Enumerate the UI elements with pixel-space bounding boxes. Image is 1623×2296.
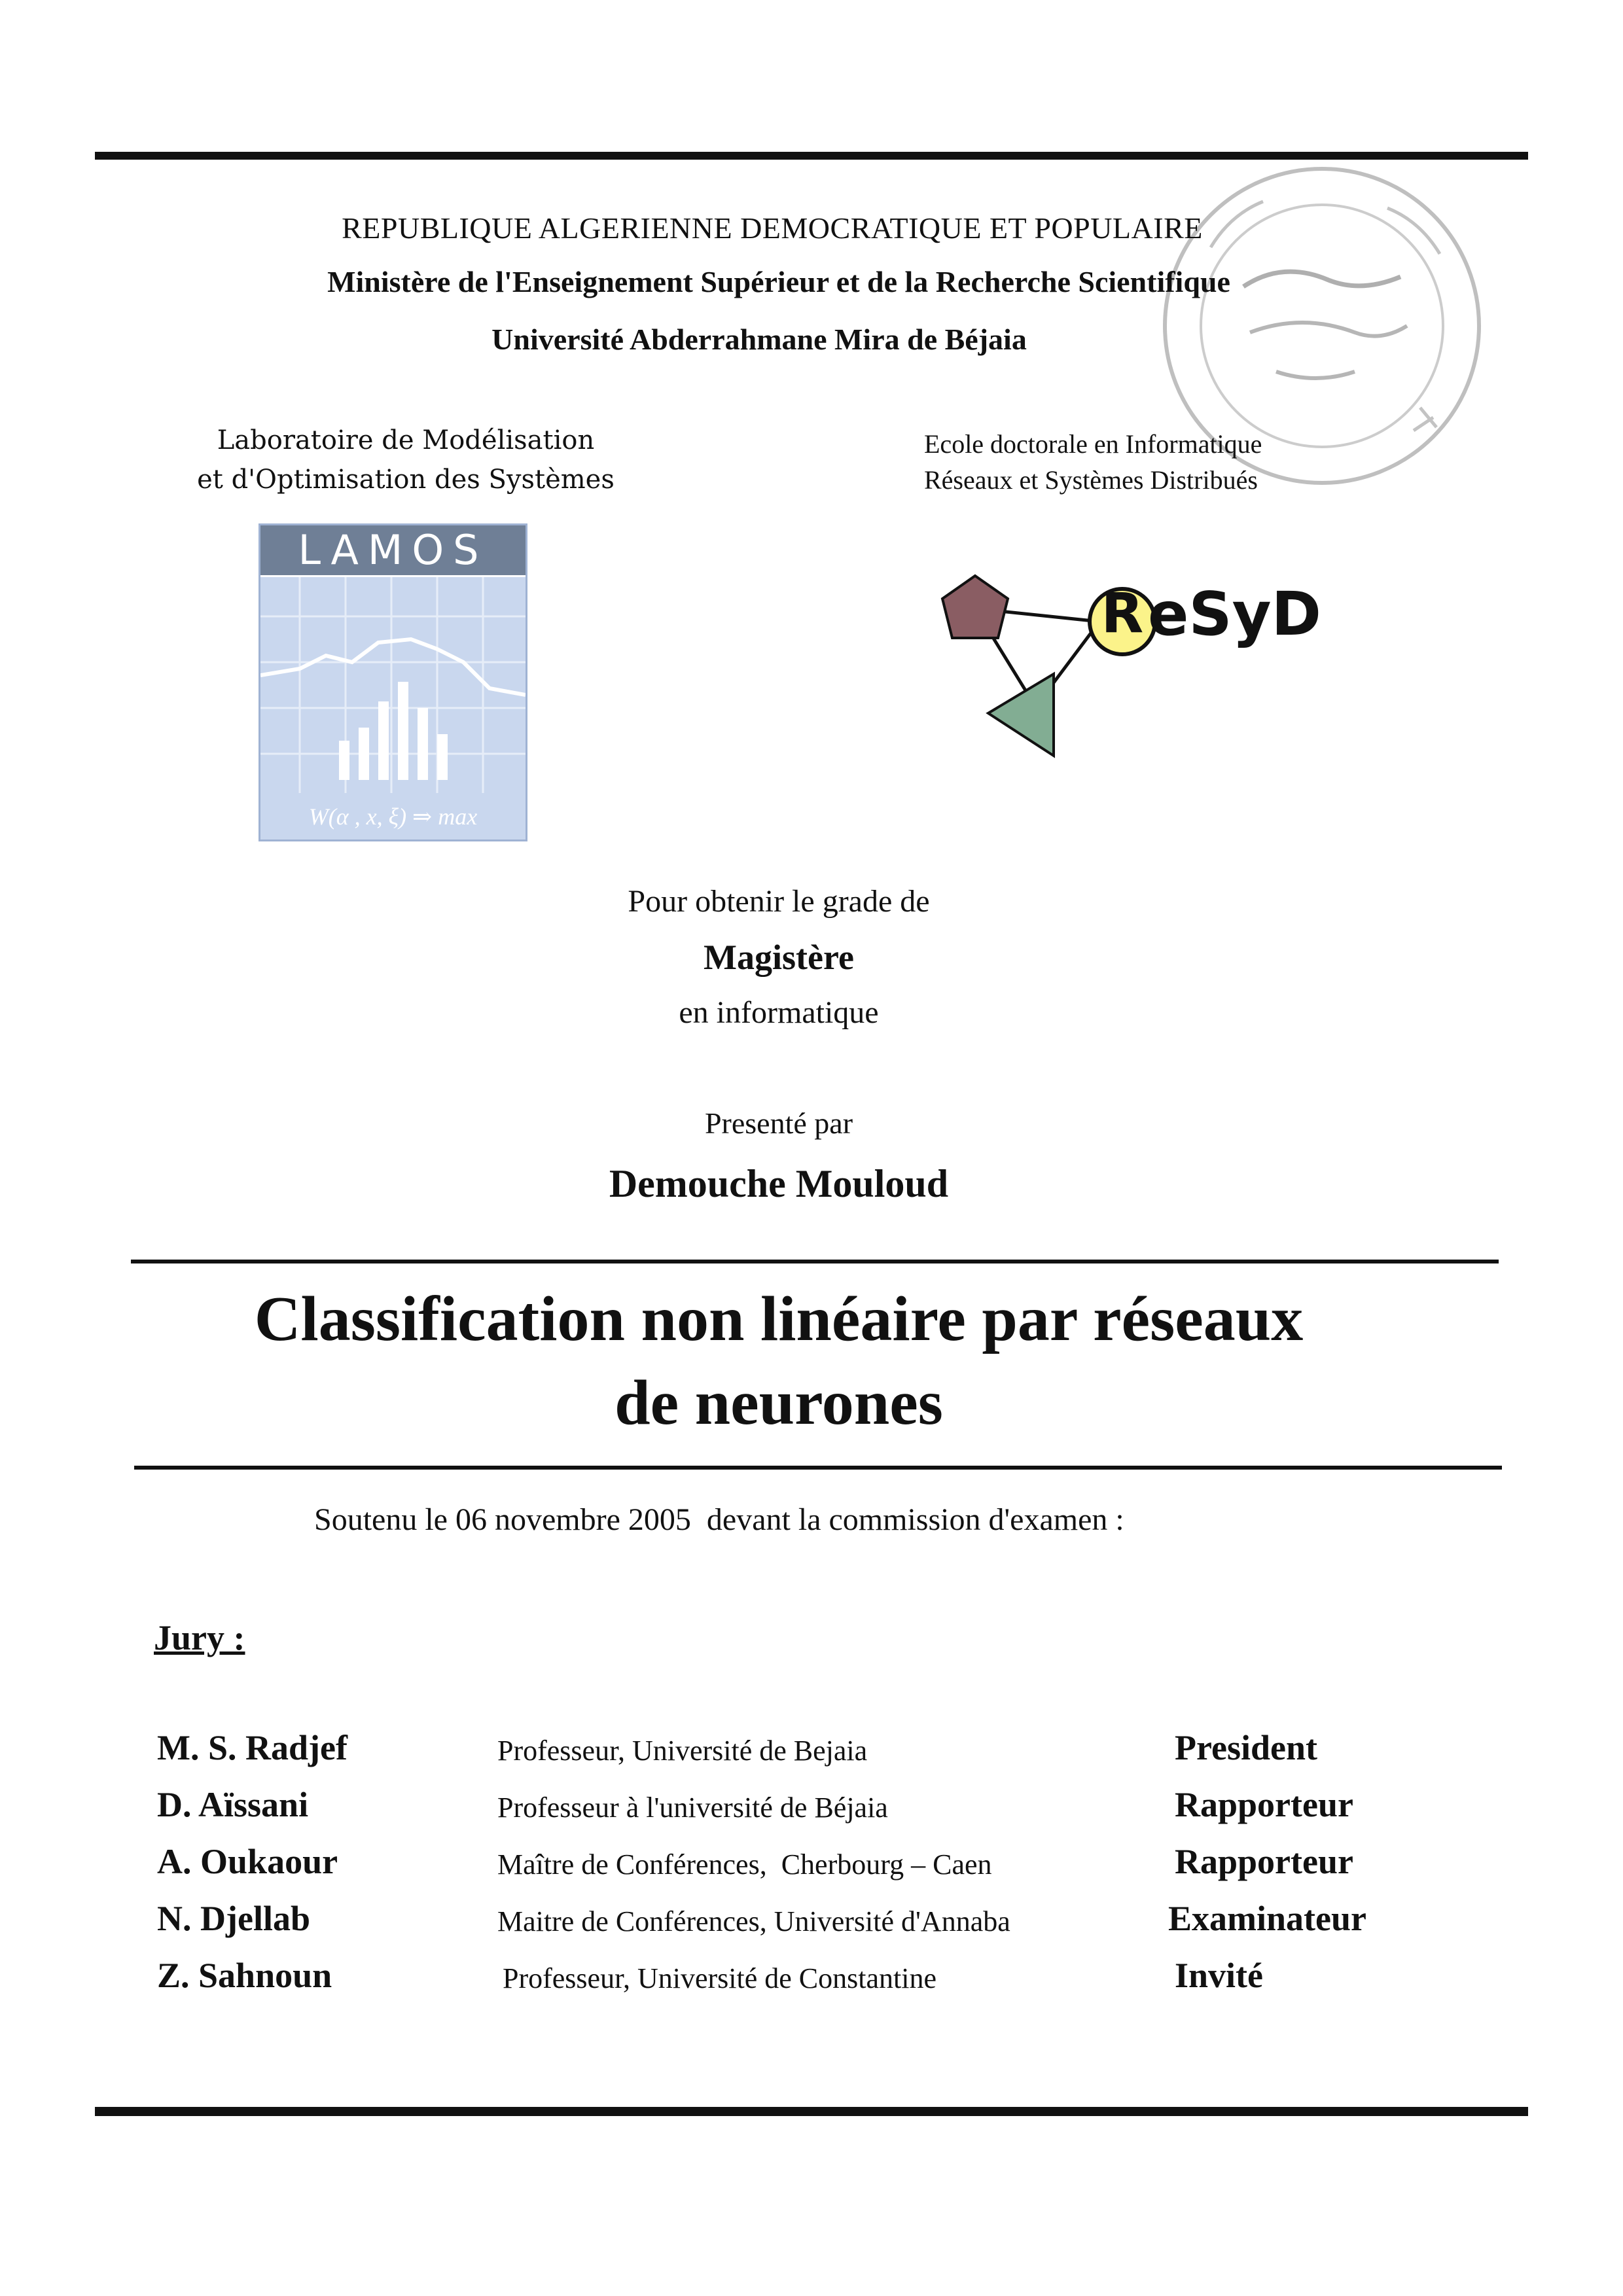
- lamos-logo-title: LAMOS: [260, 525, 526, 577]
- jury-member-affiliation: Professeur à l'université de Béjaia: [497, 1792, 888, 1824]
- jury-member-name: Z. Sahnoun: [157, 1956, 332, 1995]
- thesis-title-line1: Classification non linéaire par réseaux: [254, 1284, 1304, 1354]
- jury-member-affiliation: Professeur, Université de Bejaia: [497, 1735, 868, 1767]
- jury-member-role: Rapporteur: [1175, 1842, 1353, 1881]
- jury-member-affiliation: Maitre de Conférences, Université d'Annaba: [497, 1905, 1010, 1937]
- jury-member-name: M. S. Radjef: [157, 1728, 348, 1767]
- lamos-graph-icon: [260, 577, 526, 793]
- degree-field: en informatique: [679, 995, 879, 1030]
- author-name: Demouche Mouloud: [609, 1162, 949, 1205]
- lamos-logo-formula: W(α , x, ξ) ⇒ max: [308, 804, 478, 830]
- lamos-logo: [259, 523, 527, 841]
- jury-member-role: Invité: [1175, 1956, 1263, 1995]
- lab-name-line1: Laboratoire de Modélisation: [217, 425, 595, 455]
- lab-name-line2: et d'Optimisation des Systèmes: [197, 465, 615, 495]
- jury-heading: Jury :: [154, 1618, 245, 1657]
- title-bottom-rule: [134, 1466, 1502, 1470]
- thesis-title-line2: de neurones: [615, 1368, 943, 1438]
- doctoral-school-line1: Ecole doctorale en Informatique: [924, 429, 1262, 459]
- jury-member-name: N. Djellab: [157, 1899, 310, 1938]
- doctoral-school-line2: Réseaux et Systèmes Distribués: [924, 465, 1258, 495]
- header-republic: REPUBLIQUE ALGERIENNE DEMOCRATIQUE ET POPULAIRE: [342, 211, 1203, 245]
- bottom-rule: [95, 2107, 1528, 2116]
- jury-member-role: Rapporteur: [1175, 1785, 1353, 1824]
- jury-member-name: D. Aïssani: [157, 1785, 309, 1824]
- title-top-rule: [131, 1260, 1499, 1263]
- degree-intro: Pour obtenir le grade de: [628, 884, 930, 919]
- jury-member-name: A. Oukaour: [157, 1842, 338, 1881]
- defense-statement: Soutenu le 06 novembre 2005 devant la commission d'examen :: [314, 1502, 1124, 1537]
- jury-member-affiliation: Maître de Conférences, Cherbourg – Caen: [497, 1848, 992, 1881]
- jury-member-affiliation: Professeur, Université de Constantine: [503, 1962, 936, 1994]
- presented-by: Presenté par: [704, 1106, 853, 1140]
- header-ministry: Ministère de l'Enseignement Supérieur et de la Recherche Scientifique: [327, 265, 1230, 298]
- jury-member-role: Examinateur: [1168, 1899, 1366, 1938]
- degree-title: Magistère: [704, 938, 854, 977]
- resyd-logo-mark: R: [1101, 581, 1144, 645]
- resyd-logo-text: eSyD: [1148, 579, 1321, 649]
- jury-member-role: President: [1175, 1728, 1317, 1767]
- header-university: Université Abderrahmane Mira de Béjaia: [491, 323, 1027, 356]
